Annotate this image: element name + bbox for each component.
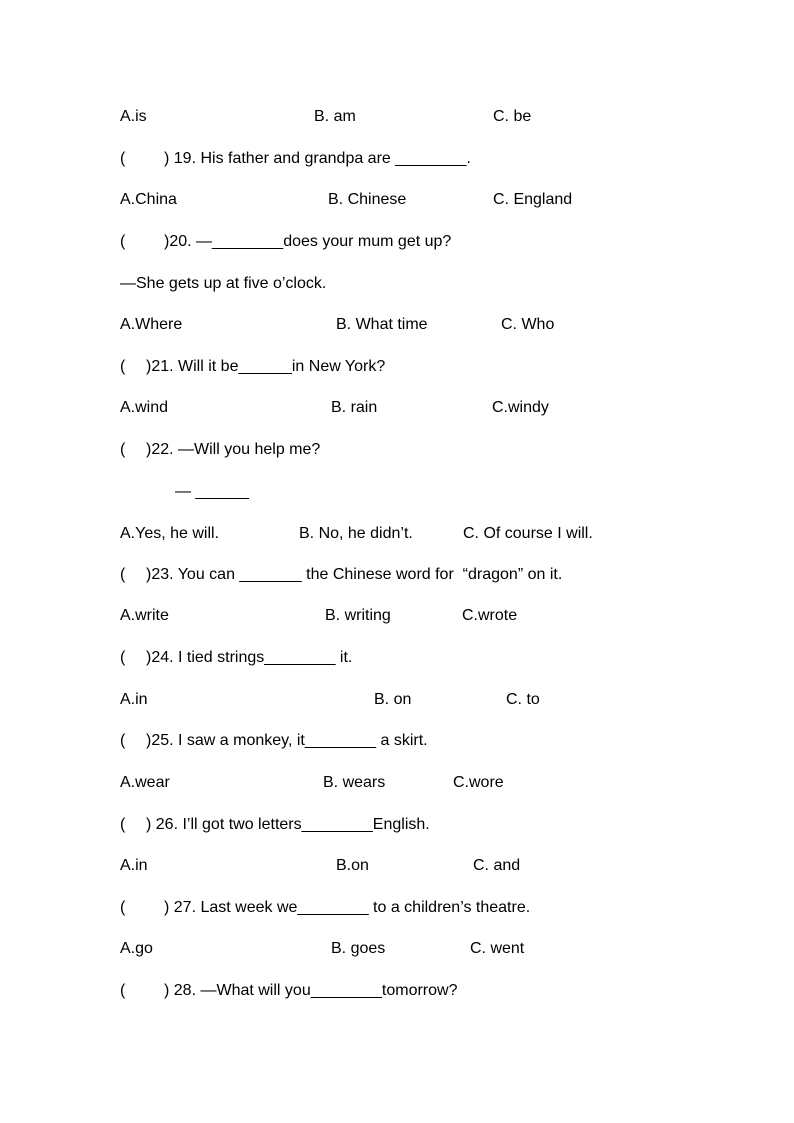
answer-options-row bbox=[0, 604, 794, 628]
answer-paren: ( bbox=[120, 899, 126, 916]
option-a: A.Where bbox=[120, 316, 183, 333]
option-c: C. England bbox=[493, 191, 573, 208]
question-row bbox=[0, 979, 794, 1003]
option-b: B.on bbox=[336, 857, 369, 874]
answer-options-row bbox=[0, 688, 794, 712]
question-text: )20. —________does your mum get up? bbox=[164, 233, 452, 250]
question-row bbox=[0, 355, 794, 379]
option-b: B. wears bbox=[323, 774, 386, 791]
option-a: A.wind bbox=[120, 399, 169, 416]
answer-paren: ( bbox=[120, 150, 126, 167]
question-text: )25. I saw a monkey, it________ a skirt. bbox=[146, 732, 428, 749]
option-c: C. to bbox=[506, 691, 540, 708]
option-c: C. went bbox=[470, 940, 525, 957]
answer-paren: ( bbox=[120, 982, 126, 999]
question-text: ) 26. I’ll got two letters________English. bbox=[146, 816, 430, 833]
answer-paren: ( bbox=[120, 233, 126, 250]
question-text: ) 27. Last week we________ to a children’s theatre. bbox=[164, 899, 531, 916]
answer-paren: ( bbox=[120, 732, 126, 749]
option-c: C. Of course I will. bbox=[463, 525, 593, 542]
answer-paren: ( bbox=[120, 441, 126, 458]
answer-options-row bbox=[0, 771, 794, 795]
answer-paren: ( bbox=[120, 649, 126, 666]
option-b: B. goes bbox=[331, 940, 386, 957]
answer-options-row bbox=[0, 188, 794, 212]
question-row bbox=[0, 813, 794, 837]
option-c: C.windy bbox=[492, 399, 549, 416]
answer-paren: ( bbox=[120, 816, 126, 833]
question-row bbox=[0, 729, 794, 753]
option-c: C. be bbox=[493, 108, 532, 125]
question-row bbox=[0, 230, 794, 254]
answer-options-row bbox=[0, 313, 794, 337]
option-b: B. Chinese bbox=[328, 191, 407, 208]
option-a: A.go bbox=[120, 940, 153, 957]
option-b: B. on bbox=[374, 691, 412, 708]
question-text: )21. Will it be______in New York? bbox=[146, 358, 386, 375]
question-row bbox=[0, 646, 794, 670]
option-b: B. writing bbox=[325, 607, 391, 624]
option-a: A.Yes, he will. bbox=[120, 525, 220, 542]
answer-paren: ( bbox=[120, 566, 126, 583]
answer-paren: ( bbox=[120, 358, 126, 375]
answer-options-row bbox=[0, 937, 794, 961]
answer-options-row bbox=[0, 522, 794, 546]
option-a: A.in bbox=[120, 691, 148, 708]
dialogue-line bbox=[0, 272, 794, 296]
question-text: ) 28. —What will you________tomorrow? bbox=[164, 982, 458, 999]
option-c: C. and bbox=[473, 857, 521, 874]
option-a: A.in bbox=[120, 857, 148, 874]
option-b: B. rain bbox=[331, 399, 378, 416]
question-row bbox=[0, 438, 794, 462]
option-a: A.wear bbox=[120, 774, 170, 791]
option-c: C.wrote bbox=[462, 607, 518, 624]
question-row bbox=[0, 563, 794, 587]
dialogue-line bbox=[0, 480, 794, 504]
question-text: )23. You can _______ the Chinese word for “dragon” on it. bbox=[146, 566, 563, 583]
option-b: B. What time bbox=[336, 316, 428, 333]
option-b: B. No, he didn’t. bbox=[299, 525, 413, 542]
question-text: ) 19. His father and grandpa are ________. bbox=[164, 150, 471, 167]
option-b: B. am bbox=[314, 108, 356, 125]
question-text: )24. I tied strings________ it. bbox=[146, 649, 353, 666]
answer-options-row bbox=[0, 854, 794, 878]
option-c: C. Who bbox=[501, 316, 555, 333]
dialogue-text: —She gets up at five o’clock. bbox=[120, 275, 327, 292]
option-a: A.write bbox=[120, 607, 169, 624]
answer-options-row bbox=[0, 396, 794, 420]
option-a: A.China bbox=[120, 191, 177, 208]
dialogue-text: — ______ bbox=[175, 483, 249, 500]
question-row bbox=[0, 147, 794, 171]
question-row bbox=[0, 896, 794, 920]
question-text: )22. —Will you help me? bbox=[146, 441, 321, 458]
option-c: C.wore bbox=[453, 774, 504, 791]
answer-options-row bbox=[0, 105, 794, 129]
option-a: A.is bbox=[120, 108, 147, 125]
